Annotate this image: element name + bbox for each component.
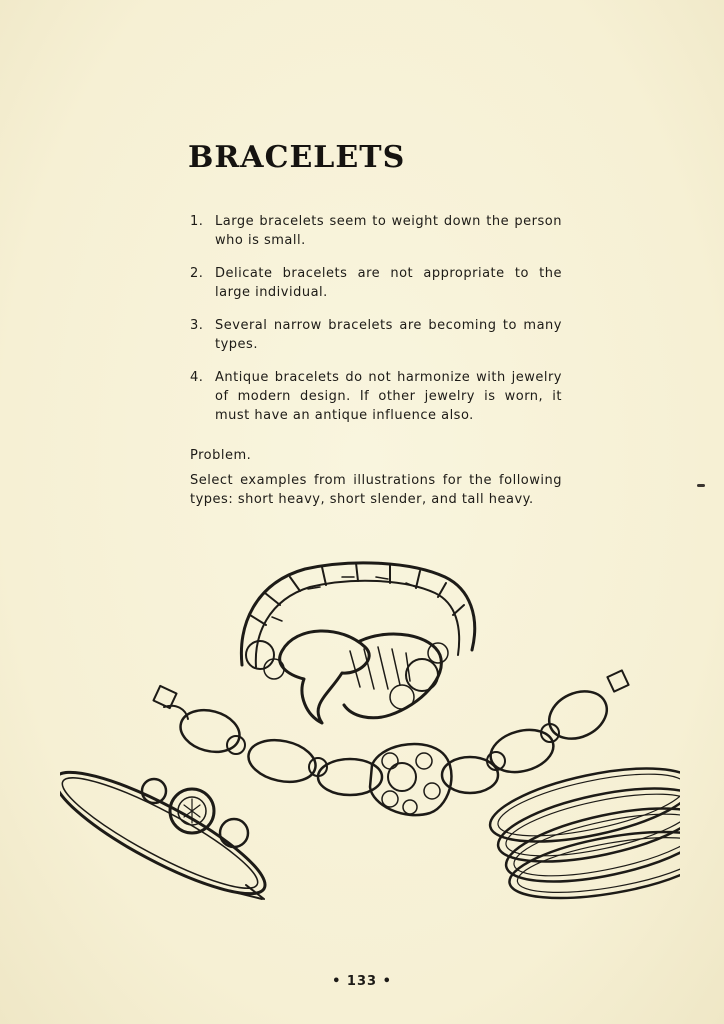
item-text: Antique bracelets do not harmonize with jewelry of modern design. If other jewelry is worn, it must have an antique influence also. (215, 370, 562, 423)
item-number: 3. (190, 318, 204, 333)
bracelet-illustrations (60, 555, 680, 925)
page-number: • 133 • (332, 974, 392, 989)
list-item (190, 316, 562, 354)
narrow-bangles-stack (484, 754, 680, 911)
item-number: 4. (190, 370, 204, 385)
item-text: Delicate bracelets are not appropriate to the large individual. (215, 266, 562, 300)
item-number: 1. (190, 214, 204, 229)
list-item (190, 212, 562, 250)
problem-text: Select examples from illustrations for the following types: short heavy, short slender, and tall heavy. (190, 473, 562, 507)
problem-section (190, 446, 562, 509)
tips-list (190, 212, 562, 439)
list-item (190, 264, 562, 302)
item-text: Several narrow bracelets are becoming to many types. (215, 318, 562, 352)
wide-filigree-bracelet (241, 563, 474, 723)
list-item (190, 368, 562, 425)
page-title: BRACELETS (188, 140, 406, 175)
problem-heading: Problem. (190, 448, 252, 463)
ink-mark (697, 484, 705, 487)
item-text: Large bracelets seem to weight down the person who is small. (215, 214, 562, 248)
item-number: 2. (190, 266, 204, 281)
slim-bangle-bracelet (60, 753, 277, 913)
